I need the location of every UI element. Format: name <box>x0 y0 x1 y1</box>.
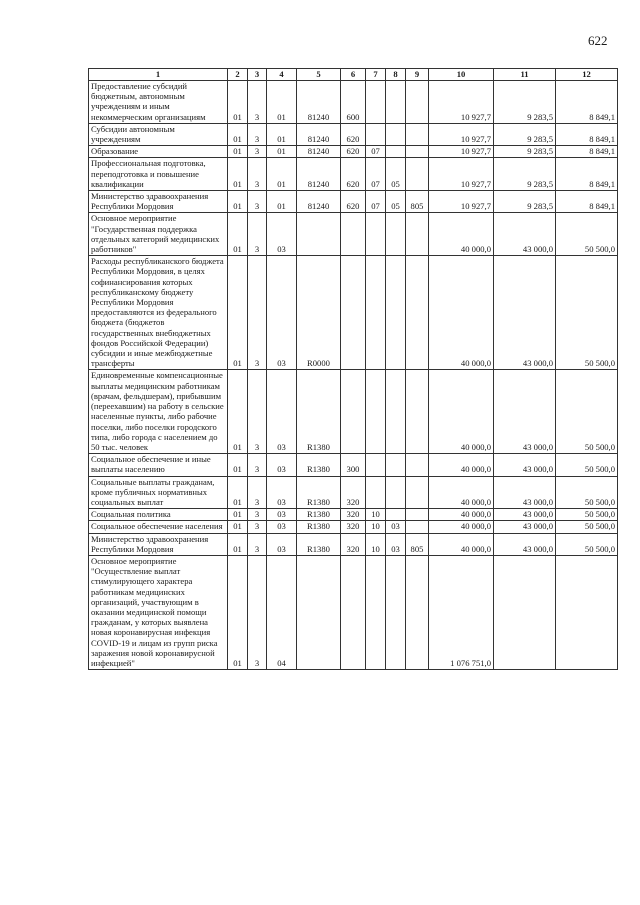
cell-col-6 <box>341 555 366 669</box>
cell-col-4: 01 <box>267 146 297 158</box>
cell-col-7 <box>366 256 386 370</box>
table-row <box>89 521 618 533</box>
cell-col-5 <box>297 213 341 256</box>
cell-col-7 <box>366 123 386 145</box>
cell-col-10: 40 000,0 <box>429 476 494 509</box>
col-header-7: 7 <box>366 69 386 81</box>
cell-col-5: 81240 <box>297 191 341 213</box>
cell-col-6: 620 <box>341 146 366 158</box>
cell-col-2: 01 <box>228 533 248 555</box>
cell-col-3: 3 <box>248 123 267 145</box>
cell-col-5: R1380 <box>297 476 341 509</box>
cell-col-2: 01 <box>228 146 248 158</box>
cell-col-8: 05 <box>386 191 406 213</box>
col-header-6: 6 <box>341 69 366 81</box>
cell-col-10: 10 927,7 <box>429 158 494 191</box>
row-name: Министерство здравоохранения Республики Мордовия <box>89 533 228 555</box>
cell-col-2: 01 <box>228 256 248 370</box>
row-name: Основное мероприятие "Осуществление выплат стимулирующего характера работникам медицинских организаций, участвующим в оказании медицинской помощи гражданам, у которых выявлена новая коронавирусная инфекция COVID-19 и лицам из групп риска заражения новой коронавирусной инфекцией" <box>89 555 228 669</box>
cell-col-9 <box>406 146 429 158</box>
cell-col-5: R0000 <box>297 256 341 370</box>
cell-col-12: 50 500,0 <box>556 533 618 555</box>
cell-col-9 <box>406 521 429 533</box>
cell-col-12: 50 500,0 <box>556 370 618 454</box>
cell-col-4: 03 <box>267 454 297 476</box>
cell-col-2: 01 <box>228 191 248 213</box>
cell-col-5: R1380 <box>297 521 341 533</box>
cell-col-10: 40 000,0 <box>429 213 494 256</box>
cell-col-5: 81240 <box>297 146 341 158</box>
cell-col-4: 03 <box>267 213 297 256</box>
cell-col-3: 3 <box>248 146 267 158</box>
table-row <box>89 213 618 256</box>
cell-col-10: 40 000,0 <box>429 509 494 521</box>
cell-col-9 <box>406 123 429 145</box>
cell-col-4: 01 <box>267 191 297 213</box>
cell-col-3: 3 <box>248 370 267 454</box>
cell-col-9 <box>406 476 429 509</box>
cell-col-6 <box>341 256 366 370</box>
cell-col-7: 07 <box>366 158 386 191</box>
col-header-8: 8 <box>386 69 406 81</box>
cell-col-12: 8 849,1 <box>556 123 618 145</box>
cell-col-5: R1380 <box>297 509 341 521</box>
cell-col-11: 43 000,0 <box>494 521 556 533</box>
cell-col-11: 9 283,5 <box>494 146 556 158</box>
cell-col-7 <box>366 81 386 124</box>
cell-col-7: 07 <box>366 146 386 158</box>
cell-col-8 <box>386 81 406 124</box>
cell-col-10: 1 076 751,0 <box>429 555 494 669</box>
cell-col-12: 8 849,1 <box>556 158 618 191</box>
cell-col-5: 81240 <box>297 158 341 191</box>
cell-col-5: 81240 <box>297 81 341 124</box>
cell-col-8 <box>386 370 406 454</box>
cell-col-8 <box>386 476 406 509</box>
cell-col-2: 01 <box>228 123 248 145</box>
cell-col-3: 3 <box>248 256 267 370</box>
cell-col-6: 620 <box>341 123 366 145</box>
cell-col-12 <box>556 555 618 669</box>
cell-col-3: 3 <box>248 454 267 476</box>
cell-col-6: 320 <box>341 476 366 509</box>
col-header-9: 9 <box>406 69 429 81</box>
cell-col-10: 40 000,0 <box>429 454 494 476</box>
header-row <box>89 69 618 81</box>
cell-col-2: 01 <box>228 81 248 124</box>
col-header-12: 12 <box>556 69 618 81</box>
cell-col-11: 43 000,0 <box>494 370 556 454</box>
cell-col-8: 03 <box>386 521 406 533</box>
row-name: Расходы республиканского бюджета Республики Мордовия, в целях софинансирования которых республиканскому бюджету Республики Мордовия предоставляются из федерального бюджета (бюджетов государственных внебюджетных фондов Российской Федерации) субсидии и иные межбюджетные трансферты <box>89 256 228 370</box>
row-name: Министерство здравоохранения Республики Мордовия <box>89 191 228 213</box>
cell-col-5: R1380 <box>297 370 341 454</box>
cell-col-7 <box>366 213 386 256</box>
cell-col-12: 50 500,0 <box>556 521 618 533</box>
cell-col-8 <box>386 454 406 476</box>
cell-col-4: 01 <box>267 158 297 191</box>
cell-col-6: 320 <box>341 533 366 555</box>
cell-col-3: 3 <box>248 521 267 533</box>
cell-col-8 <box>386 123 406 145</box>
cell-col-6: 300 <box>341 454 366 476</box>
table-row <box>89 81 618 124</box>
cell-col-6: 620 <box>341 191 366 213</box>
cell-col-12: 8 849,1 <box>556 146 618 158</box>
row-name: Социальное обеспечение населения <box>89 521 228 533</box>
cell-col-5: R1380 <box>297 533 341 555</box>
cell-col-10: 10 927,7 <box>429 81 494 124</box>
cell-col-8: 05 <box>386 158 406 191</box>
cell-col-11 <box>494 555 556 669</box>
cell-col-9 <box>406 256 429 370</box>
table-row <box>89 146 618 158</box>
cell-col-4: 04 <box>267 555 297 669</box>
col-header-11: 11 <box>494 69 556 81</box>
cell-col-10: 40 000,0 <box>429 256 494 370</box>
table-row <box>89 476 618 509</box>
cell-col-7 <box>366 454 386 476</box>
cell-col-2: 01 <box>228 454 248 476</box>
row-name: Профессиональная подготовка, переподготовка и повышение квалификации <box>89 158 228 191</box>
row-name: Социальная политика <box>89 509 228 521</box>
row-name: Единовременные компенсационные выплаты медицинским работникам (врачам, фельдшерам), прибывшим (переехавшим) на работу в сельские населенные пункты, либо рабочие поселки, либо поселки городского типа, либо города с населением до 50 тыс. человек <box>89 370 228 454</box>
cell-col-12: 50 500,0 <box>556 509 618 521</box>
cell-col-9 <box>406 509 429 521</box>
cell-col-4: 01 <box>267 81 297 124</box>
cell-col-11: 43 000,0 <box>494 213 556 256</box>
row-name: Социальные выплаты гражданам, кроме публичных нормативных социальных выплат <box>89 476 228 509</box>
cell-col-7: 07 <box>366 191 386 213</box>
cell-col-9 <box>406 370 429 454</box>
cell-col-3: 3 <box>248 555 267 669</box>
col-header-5: 5 <box>297 69 341 81</box>
table-row <box>89 256 618 370</box>
page-number: 622 <box>588 33 608 48</box>
cell-col-8 <box>386 256 406 370</box>
cell-col-5 <box>297 555 341 669</box>
cell-col-12: 8 849,1 <box>556 191 618 213</box>
cell-col-10: 10 927,7 <box>429 191 494 213</box>
cell-col-9 <box>406 454 429 476</box>
cell-col-9: 805 <box>406 191 429 213</box>
cell-col-10: 40 000,0 <box>429 521 494 533</box>
cell-col-9 <box>406 158 429 191</box>
cell-col-9 <box>406 81 429 124</box>
table-row <box>89 533 618 555</box>
budget-table <box>88 68 618 670</box>
col-header-10: 10 <box>429 69 494 81</box>
cell-col-4: 03 <box>267 370 297 454</box>
cell-col-11: 9 283,5 <box>494 191 556 213</box>
cell-col-10: 10 927,7 <box>429 146 494 158</box>
cell-col-7: 10 <box>366 533 386 555</box>
cell-col-2: 01 <box>228 521 248 533</box>
table-row <box>89 370 618 454</box>
cell-col-8 <box>386 555 406 669</box>
table-row <box>89 123 618 145</box>
cell-col-5: R1380 <box>297 454 341 476</box>
table-row <box>89 191 618 213</box>
cell-col-3: 3 <box>248 191 267 213</box>
cell-col-3: 3 <box>248 158 267 191</box>
row-name: Предоставление субсидий бюджетным, автономным учреждениям и иным некоммерческим организациям <box>89 81 228 124</box>
cell-col-6: 600 <box>341 81 366 124</box>
cell-col-9 <box>406 555 429 669</box>
col-header-4: 4 <box>267 69 297 81</box>
cell-col-11: 43 000,0 <box>494 533 556 555</box>
table-row <box>89 555 618 669</box>
cell-col-12: 50 500,0 <box>556 213 618 256</box>
cell-col-4: 03 <box>267 521 297 533</box>
cell-col-11: 43 000,0 <box>494 476 556 509</box>
table-row <box>89 158 618 191</box>
cell-col-7: 10 <box>366 521 386 533</box>
cell-col-8 <box>386 146 406 158</box>
cell-col-9 <box>406 213 429 256</box>
table-row <box>89 454 618 476</box>
cell-col-3: 3 <box>248 476 267 509</box>
cell-col-3: 3 <box>248 509 267 521</box>
cell-col-8 <box>386 213 406 256</box>
cell-col-9: 805 <box>406 533 429 555</box>
col-header-3: 3 <box>248 69 267 81</box>
cell-col-11: 9 283,5 <box>494 81 556 124</box>
cell-col-10: 40 000,0 <box>429 533 494 555</box>
cell-col-11: 9 283,5 <box>494 158 556 191</box>
col-header-1: 1 <box>89 69 228 81</box>
cell-col-2: 01 <box>228 370 248 454</box>
cell-col-2: 01 <box>228 555 248 669</box>
table-row <box>89 509 618 521</box>
cell-col-6 <box>341 370 366 454</box>
cell-col-6: 320 <box>341 521 366 533</box>
cell-col-10: 10 927,7 <box>429 123 494 145</box>
cell-col-4: 03 <box>267 256 297 370</box>
cell-col-12: 50 500,0 <box>556 476 618 509</box>
cell-col-7: 10 <box>366 509 386 521</box>
cell-col-2: 01 <box>228 158 248 191</box>
cell-col-3: 3 <box>248 213 267 256</box>
row-name: Образование <box>89 146 228 158</box>
cell-col-11: 9 283,5 <box>494 123 556 145</box>
cell-col-7 <box>366 555 386 669</box>
cell-col-5: 81240 <box>297 123 341 145</box>
cell-col-4: 03 <box>267 509 297 521</box>
cell-col-11: 43 000,0 <box>494 256 556 370</box>
cell-col-4: 03 <box>267 533 297 555</box>
cell-col-12: 50 500,0 <box>556 454 618 476</box>
cell-col-8: 03 <box>386 533 406 555</box>
cell-col-4: 03 <box>267 476 297 509</box>
row-name: Социальное обеспечение и иные выплаты населению <box>89 454 228 476</box>
cell-col-2: 01 <box>228 213 248 256</box>
cell-col-12: 50 500,0 <box>556 256 618 370</box>
cell-col-10: 40 000,0 <box>429 370 494 454</box>
cell-col-12: 8 849,1 <box>556 81 618 124</box>
cell-col-3: 3 <box>248 81 267 124</box>
cell-col-2: 01 <box>228 509 248 521</box>
cell-col-2: 01 <box>228 476 248 509</box>
cell-col-11: 43 000,0 <box>494 509 556 521</box>
cell-col-6: 320 <box>341 509 366 521</box>
cell-col-7 <box>366 370 386 454</box>
row-name: Основное мероприятие "Государственная поддержка отдельных категорий медицинских работников" <box>89 213 228 256</box>
cell-col-6 <box>341 213 366 256</box>
cell-col-6: 620 <box>341 158 366 191</box>
cell-col-8 <box>386 509 406 521</box>
cell-col-11: 43 000,0 <box>494 454 556 476</box>
cell-col-3: 3 <box>248 533 267 555</box>
col-header-2: 2 <box>228 69 248 81</box>
cell-col-4: 01 <box>267 123 297 145</box>
cell-col-7 <box>366 476 386 509</box>
row-name: Субсидии автономным учреждениям <box>89 123 228 145</box>
